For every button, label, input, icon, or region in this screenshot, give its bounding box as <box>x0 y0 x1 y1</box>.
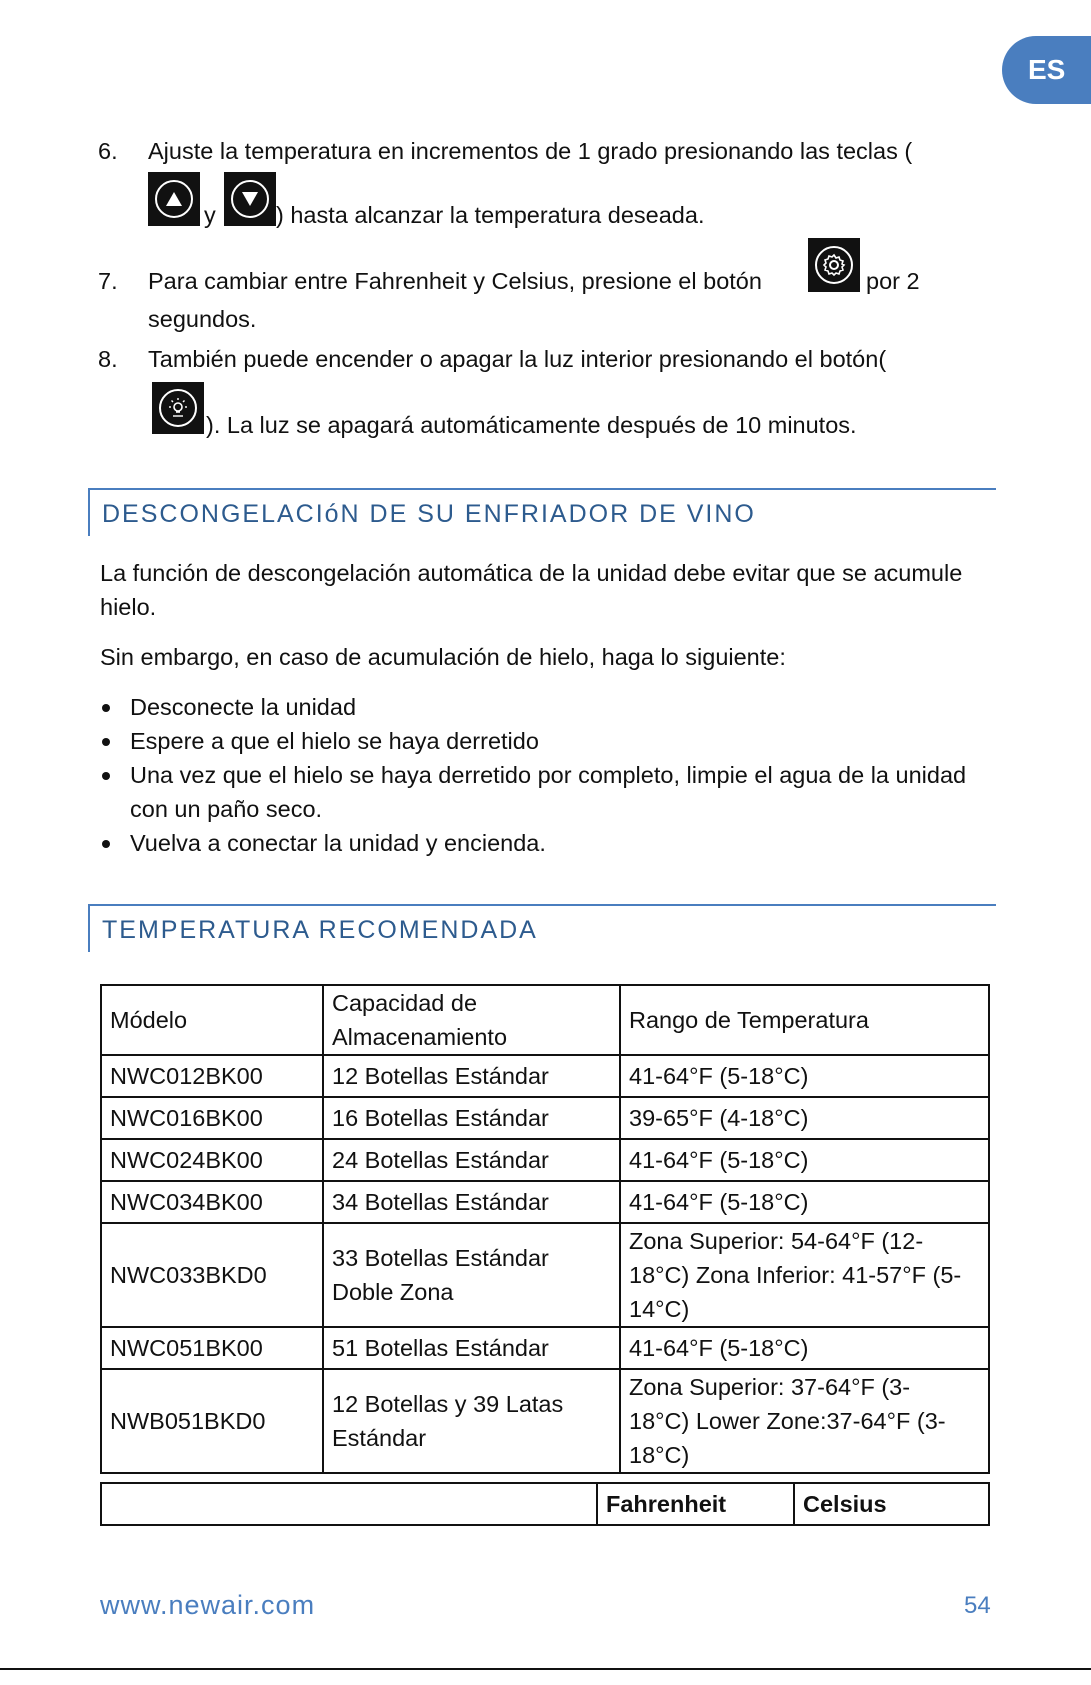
arrow-down-icon <box>224 172 276 226</box>
table-row <box>101 1055 989 1097</box>
table-header-cell: Fahrenheit <box>597 1483 794 1525</box>
table-row <box>101 1223 989 1327</box>
list-item-text: Espere a que el hielo se haya derretido <box>130 728 539 754</box>
table-header-cell: Celsius <box>794 1483 989 1525</box>
step-7 <box>98 264 998 334</box>
gear-icon <box>808 238 860 292</box>
unit-table <box>100 1482 990 1526</box>
footer-url: www.newair.com <box>100 1590 316 1620</box>
recommended-temperature-heading <box>88 904 996 952</box>
page-number: 54 <box>964 1592 991 1619</box>
table-row <box>101 1181 989 1223</box>
list-item <box>100 690 980 724</box>
table-header-row <box>101 985 989 1055</box>
table-cell: 34 Botellas Estándar <box>323 1181 620 1223</box>
step-8 <box>98 342 998 382</box>
table-header-cell: Rango de Temperatura <box>620 985 989 1055</box>
table-header-row <box>101 1483 989 1525</box>
list-item <box>100 826 980 860</box>
list-item-text: Desconecte la unidad <box>130 694 357 720</box>
section-title: DESCONGELACIóN DE SU ENFRIADOR DE VINO <box>102 500 756 528</box>
defrost-bullet-list <box>100 690 980 860</box>
table-cell: 16 Botellas Estándar <box>323 1097 620 1139</box>
temperature-table <box>100 984 990 1474</box>
table-cell: 12 Botellas Estándar <box>323 1055 620 1097</box>
step-text: Ajuste la temperatura en incrementos de 1 grado presionando las teclas ( <box>148 138 913 164</box>
step-text: ). La luz se apagará automáticamente después de 10 minutos. <box>206 412 857 438</box>
table-cell: 39-65°F (4-18°C) <box>620 1097 989 1139</box>
step-number: 6. <box>98 138 118 164</box>
table-cell: 24 Botellas Estándar <box>323 1139 620 1181</box>
step-text: También puede encender o apagar la luz interior presionando el botón( <box>148 346 887 372</box>
defrost-section-heading <box>88 488 996 536</box>
table-cell: 51 Botellas Estándar <box>323 1327 620 1369</box>
light-bulb-icon <box>152 382 204 434</box>
page-bottom-rule <box>0 1668 1091 1670</box>
table-header-cell: Módelo <box>101 985 323 1055</box>
table-row <box>101 1369 989 1473</box>
step-text: por 2 <box>866 268 920 294</box>
list-item <box>100 758 980 826</box>
bullet-icon <box>102 738 110 746</box>
table-header-cell: Capacidad de Almacenamiento <box>323 985 620 1055</box>
table-row <box>101 1139 989 1181</box>
table-row <box>101 1327 989 1369</box>
table-row <box>101 1097 989 1139</box>
table-cell: 41-64°F (5-18°C) <box>620 1327 989 1369</box>
table-cell: 41-64°F (5-18°C) <box>620 1139 989 1181</box>
step-text: ) hasta alcanzar la temperatura deseada. <box>276 202 705 228</box>
section-title: TEMPERATURA RECOMENDADA <box>102 916 538 944</box>
list-item-text: Vuelva a conectar la unidad y encienda. <box>130 830 546 856</box>
defrost-paragraph: La función de descongelación automática de la unidad debe evitar que se acumule hielo. <box>100 560 963 620</box>
bullet-icon <box>102 704 110 712</box>
list-item <box>100 724 980 758</box>
table-cell: Zona Superior: 54-64°F (12-18°C) Zona Inferior: 41-57°F (5-14°C) <box>620 1223 989 1327</box>
bullet-icon <box>102 772 110 780</box>
table-cell: 12 Botellas y 39 Latas Estándar <box>323 1369 620 1473</box>
step-number: 7. <box>98 268 118 294</box>
table-cell: 33 Botellas Estándar Doble Zona <box>323 1223 620 1327</box>
language-tab <box>1002 36 1091 104</box>
step-number: 8. <box>98 346 118 372</box>
table-cell: NWC016BK00 <box>101 1097 323 1139</box>
table-cell: NWC012BK00 <box>101 1055 323 1097</box>
table-cell: 41-64°F (5-18°C) <box>620 1181 989 1223</box>
table-cell: NWC034BK00 <box>101 1181 323 1223</box>
table-cell: 41-64°F (5-18°C) <box>620 1055 989 1097</box>
table-cell: Zona Superior: 37-64°F (3-18°C) Lower Zone:37-64°F (3-18°C) <box>620 1369 989 1473</box>
table-cell: NWC051BK00 <box>101 1327 323 1369</box>
bullet-icon <box>102 840 110 848</box>
defrost-paragraph: Sin embargo, en caso de acumulación de hielo, haga lo siguiente: <box>100 644 786 670</box>
table-cell: NWC024BK00 <box>101 1139 323 1181</box>
table-cell: NWB051BKD0 <box>101 1369 323 1473</box>
language-label: ES <box>1028 54 1066 85</box>
list-item-text: Una vez que el hielo se haya derretido por completo, limpie el agua de la unidad con un paño seco. <box>130 762 967 822</box>
step-text: segundos. <box>148 306 257 332</box>
table-cell: NWC033BKD0 <box>101 1223 323 1327</box>
step-text: Para cambiar entre Fahrenheit y Celsius, presione el botón <box>148 268 762 294</box>
table-header-cell <box>101 1483 597 1525</box>
step-6-conjunction: y <box>204 202 216 228</box>
arrow-up-icon <box>148 172 200 226</box>
